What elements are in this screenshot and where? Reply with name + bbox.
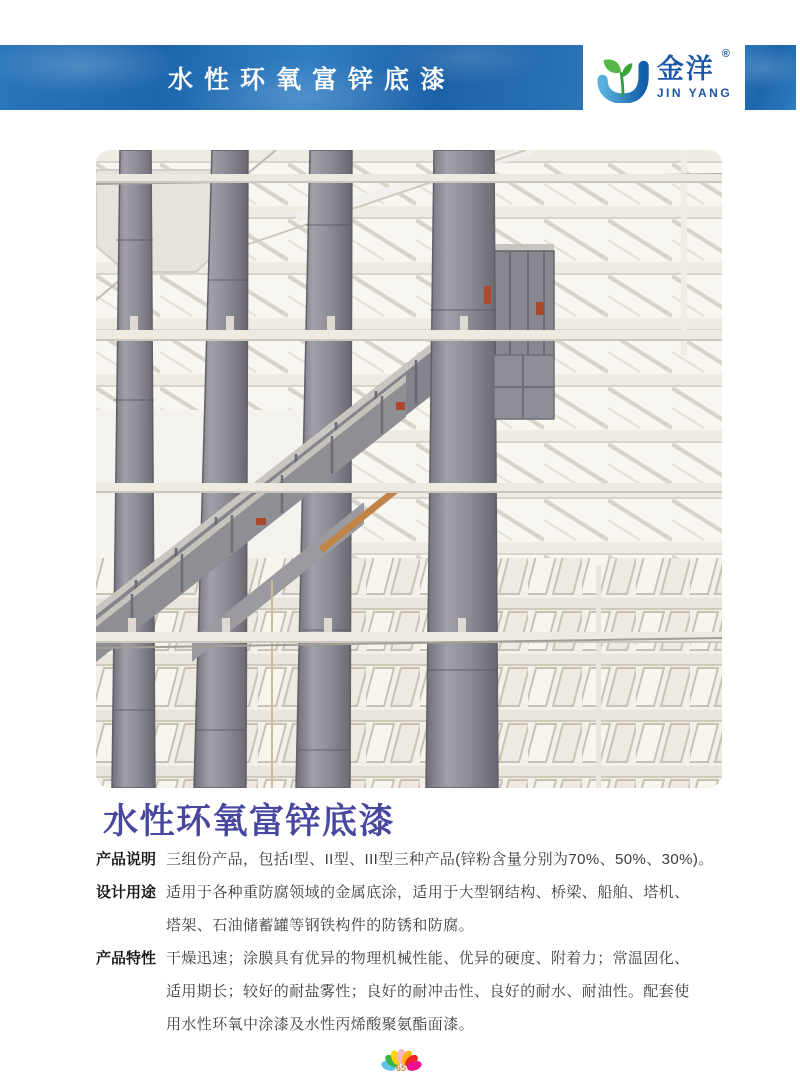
spec-label: 产品特性 [96, 950, 157, 967]
product-specs [96, 843, 724, 1041]
spec-label: 产品说明 [96, 851, 157, 868]
spec-label: 设计用途 [96, 884, 157, 901]
spec-text: 干燥迅速；涂膜具有优异的物理机械性能、优异的硬度、附着力；常温固化、 适用期长；较好的耐盐雾性；良好的耐冲击性、良好的耐水、耐油性。配套使 用水性环氧中涂漆及水性丙烯酸聚氨酯面漆。 [166, 950, 690, 1033]
page-number: 65 [395, 1063, 406, 1073]
page-number-marker [379, 1043, 423, 1073]
logo-text [656, 48, 733, 100]
header-blue-block-right [745, 45, 796, 110]
photo-graphic [96, 150, 722, 788]
company-logo [583, 45, 745, 110]
spec-row-description [96, 843, 724, 876]
photo-light-girder-panel [96, 170, 224, 272]
product-title: 水性环氧富锌底漆 [103, 802, 396, 841]
logo-name-en: JIN YANG [656, 86, 733, 100]
logo-name-cn: 金洋 ® [656, 48, 730, 84]
spec-text: 适用于各种重防腐领域的金属底涂，适用于大型钢结构、桥梁、船舶、塔机、 塔架、石油储蓄罐等钢铁构件的防锈和防腐。 [166, 884, 690, 934]
header-banner [0, 45, 800, 110]
registered-mark: ® [721, 48, 730, 60]
spec-row-features [96, 942, 724, 1041]
banner-title: 水性环氧富锌底漆 [168, 65, 457, 94]
spec-text: 三组份产品，包括I型、II型、III型三种产品(锌粉含量分别为70%、50%、30%)。 [166, 851, 714, 868]
header-blue-band [0, 45, 583, 110]
steel-structure-photo [96, 150, 722, 788]
spec-row-usage [96, 876, 724, 942]
jinyang-logo-icon [596, 53, 652, 103]
